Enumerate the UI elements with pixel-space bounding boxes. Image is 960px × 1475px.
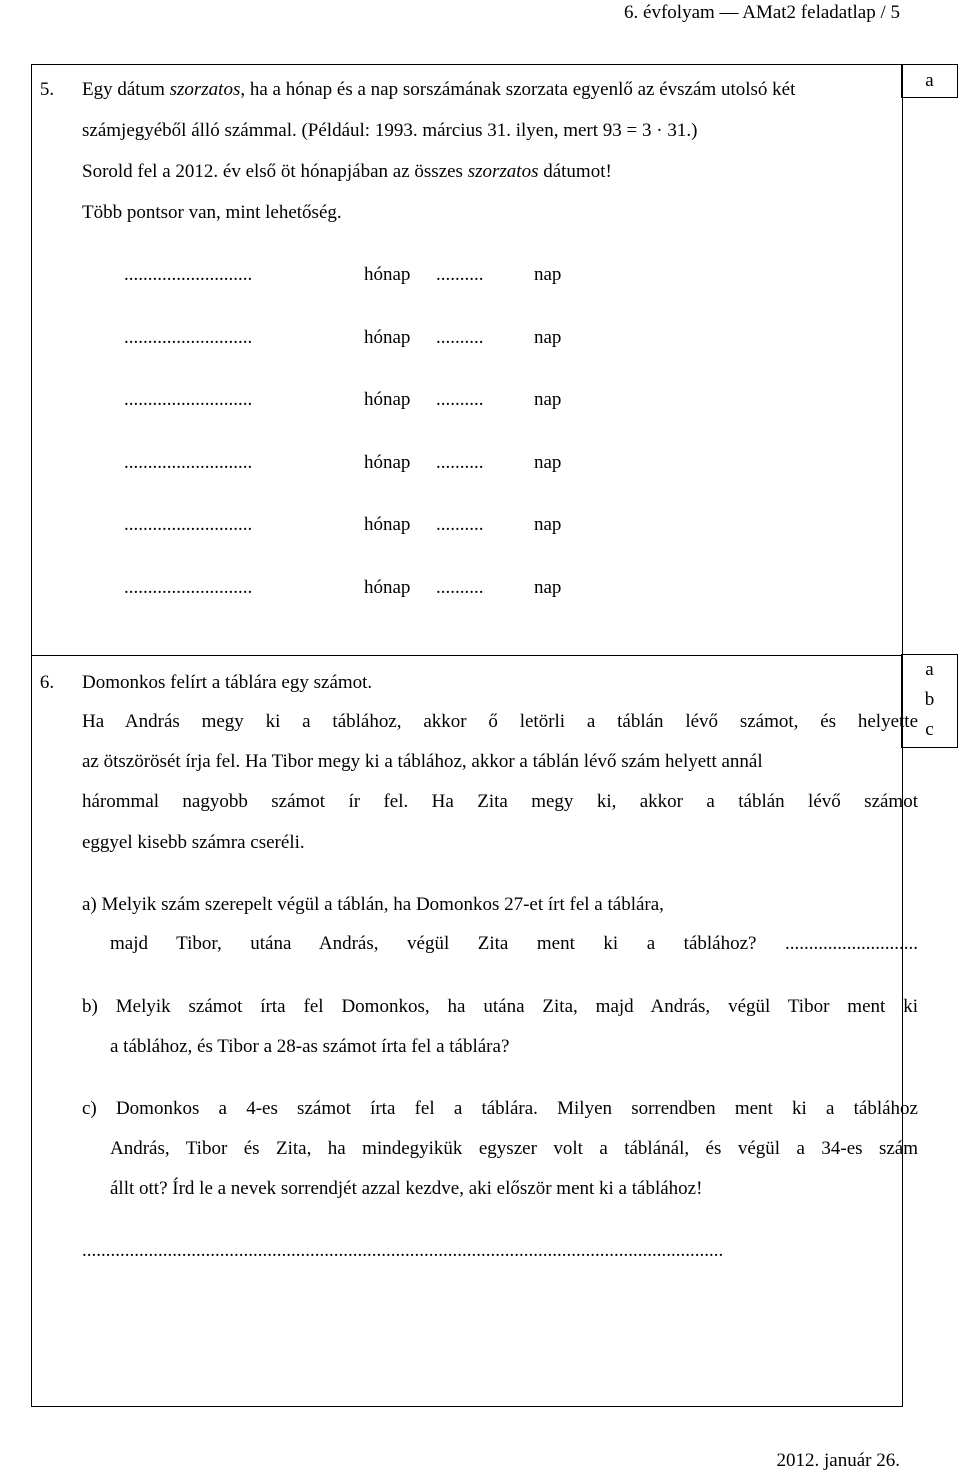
page-footer-date: 2012. január 26. xyxy=(776,1450,900,1471)
question-c-line-1: c) Domonkos a 4-es számot írta fel a táblára. Milyen sorrendben ment ki a táblához xyxy=(82,1098,918,1119)
task-6-intro: Domonkos felírt a táblára egy számot. xyxy=(82,672,373,693)
task-number: 5. xyxy=(39,79,55,100)
question-b-line-2: a táblához, és Tibor a 28-as számot írta fel a táblára? xyxy=(110,1036,510,1057)
date-answer-row[interactable]: ........................... hónap .......... nap xyxy=(124,577,562,598)
score-label: c xyxy=(925,719,934,740)
score-box-task-6 xyxy=(901,654,958,748)
question-a-line-1: a) Melyik szám szerepelt végül a táblán, ha Domonkos 27-et írt fel a táblára, xyxy=(82,894,664,915)
question-a-line-2[interactable]: majd Tibor, utána András, végül Zita ment ki a táblához? ............................ xyxy=(110,933,918,954)
task-5-line-1: Egy dátum szorzatos, ha a hónap és a nap sorszámának szorzata egyenlő az évszám utolsó két xyxy=(82,79,796,100)
score-label: a xyxy=(925,659,934,680)
task-6-box xyxy=(31,654,918,1407)
question-c-line-3: állt ott? Írd le a nevek sorrendjét azzal kezdve, aki először ment ki a táblához! xyxy=(110,1178,703,1199)
question-c-answer-dots[interactable]: ....................................................................................................................................... xyxy=(82,1240,724,1261)
task-5-box xyxy=(31,64,903,656)
score-label: b xyxy=(924,689,935,710)
task-number: 6. xyxy=(39,672,55,693)
date-answer-row[interactable]: ........................... hónap .......... nap xyxy=(124,452,562,473)
task-5-line-3: Sorold fel a 2012. év első öt hónapjában az összes szorzatos dátumot! xyxy=(82,161,612,182)
question-c-line-2: András, Tibor és Zita, ha mindegyikük egyszer volt a táblánál, és végül a 34-es szám xyxy=(110,1138,918,1159)
score-box-task-5: a xyxy=(901,64,958,98)
question-b-line-1: b) Melyik számot írta fel Domonkos, ha utána Zita, majd András, végül Tibor ment ki xyxy=(82,996,918,1017)
task-6-text-line: Ha András megy ki a táblához, akkor ő letörli a táblán lévő számot, és helyette xyxy=(82,711,918,732)
date-answer-row[interactable]: ........................... hónap .......... nap xyxy=(124,514,562,535)
date-answer-row[interactable]: ........................... hónap .......... nap xyxy=(124,264,562,285)
task-5-line-2: számjegyéből álló számmal. (Például: 1993. március 31. ilyen, mert 93 = 3 · 31.) xyxy=(82,120,698,141)
task-6-text-line: eggyel kisebb számra cseréli. xyxy=(82,832,305,853)
page-header: 6. évfolyam — AMat2 feladatlap / 5 xyxy=(624,2,900,23)
task-6-text-line: az ötszörösét írja fel. Ha Tibor megy ki a táblához, akkor a táblán lévő szám helyett annál xyxy=(82,751,763,772)
task-5-line-4: Több pontsor van, mint lehetőség. xyxy=(82,202,342,223)
task-6-text-line: hárommal nagyobb számot ír fel. Ha Zita megy ki, akkor a táblán lévő számot xyxy=(82,791,918,812)
date-answer-row[interactable]: ........................... hónap .......... nap xyxy=(124,327,562,348)
date-answer-row[interactable]: ........................... hónap .......... nap xyxy=(124,389,562,410)
